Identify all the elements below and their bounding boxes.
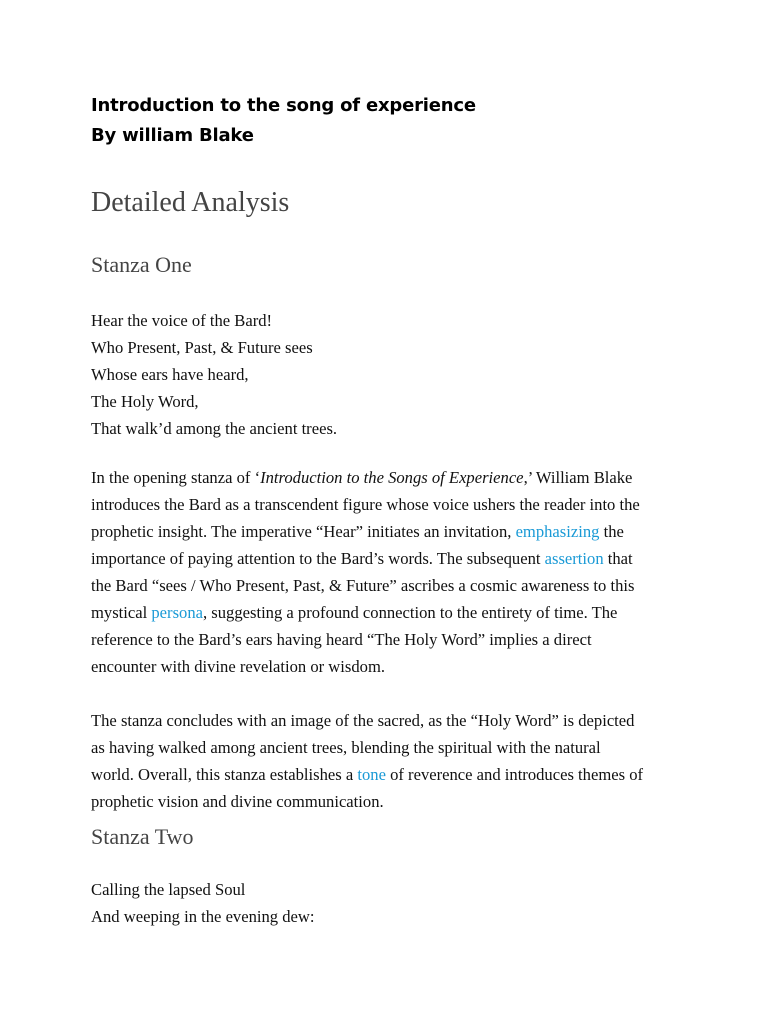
paragraph-line: encounter with divine revelation or wisdom.	[91, 657, 386, 676]
document-title: Introduction to the song of experience	[91, 95, 476, 116]
paragraph-line: introduces the Bard as a transcendent figure whose voice ushers the reader into the	[91, 495, 640, 514]
paragraph-line: as having walked among ancient trees, blending the spiritual with the natural	[91, 738, 601, 757]
tone-link[interactable]: tone	[357, 765, 386, 784]
paragraph-line: The stanza concludes with an image of the sacred, as the “Holy Word” is depicted	[91, 711, 635, 730]
poem-line: Hear the voice of the Bard!	[91, 311, 273, 330]
stanza-two-heading: Stanza Two	[91, 824, 194, 849]
paragraph-line: prophetic vision and divine communication.	[91, 792, 384, 811]
document-author-line: By william Blake	[91, 125, 254, 146]
poem-line: And weeping in the evening dew:	[91, 907, 315, 926]
persona-link[interactable]: persona	[151, 603, 203, 622]
stanza-one-heading: Stanza One	[91, 252, 192, 277]
paragraph-line: reference to the Bard’s ears having heard “The Holy Word” implies a direct	[91, 630, 592, 649]
poem-title-italic: Introduction to the Songs of Experience	[260, 468, 524, 487]
poem-line: Whose ears have heard,	[91, 365, 249, 384]
paragraph-line: prophetic insight. The imperative “Hear” initiates an invitation, emphasizing the	[91, 522, 624, 541]
poem-line: That walk’d among the ancient trees.	[91, 419, 338, 438]
paragraph-line: world. Overall, this stanza establishes a tone of reverence and introduces themes of	[91, 765, 644, 784]
section-heading: Detailed Analysis	[91, 187, 290, 218]
paragraph-line: importance of paying attention to the Bard’s words. The subsequent assertion that	[91, 549, 633, 568]
poem-line: Calling the lapsed Soul	[91, 880, 246, 899]
poem-line: The Holy Word,	[91, 392, 199, 411]
paragraph-line: mystical persona, suggesting a profound connection to the entirety of time. The	[91, 603, 618, 622]
poem-line: Who Present, Past, & Future sees	[91, 338, 313, 357]
emphasizing-link[interactable]: emphasizing	[515, 522, 600, 541]
paragraph-line: the Bard “sees / Who Present, Past, & Future” ascribes a cosmic awareness to this	[91, 576, 635, 595]
paragraph-line: In the opening stanza of ‘Introduction to the Songs of Experience,’ William Blake	[91, 468, 633, 487]
assertion-link[interactable]: assertion	[544, 549, 604, 568]
